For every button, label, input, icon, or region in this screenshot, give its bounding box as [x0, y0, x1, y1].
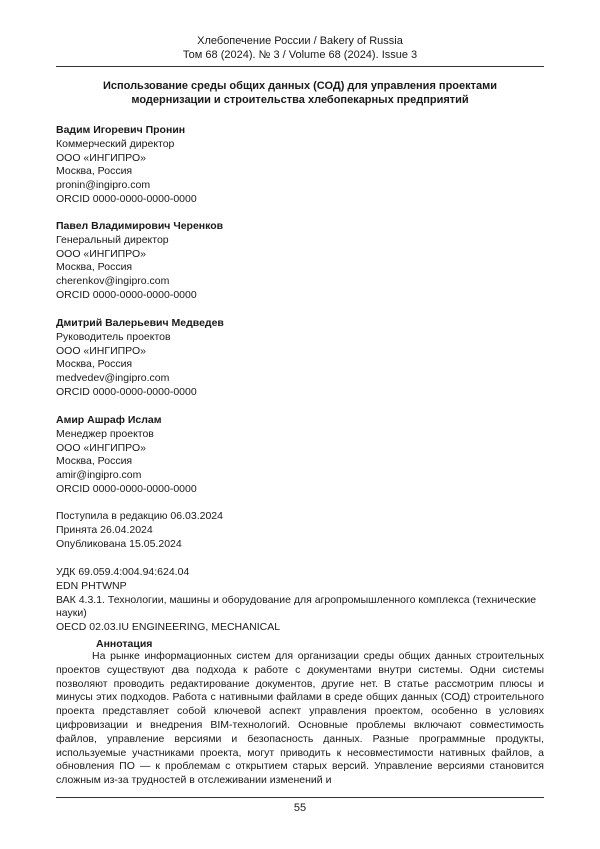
page-number: 55 [293, 802, 307, 814]
author-orcid: ORCID 0000-0000-0000-0000 [56, 385, 197, 398]
author-email[interactable]: cherenkov@ingipro.com [56, 275, 170, 288]
author-orcid: ORCID 0000-0000-0000-0000 [56, 288, 197, 301]
abstract-heading: Аннотация [96, 638, 153, 650]
author-position: Генеральный директор [56, 233, 169, 246]
author-org: ООО «ИНГИПРО» [56, 151, 146, 164]
date-accepted: Принята 26.04.2024 [56, 523, 153, 536]
running-header [0, 34, 600, 62]
article-dates [56, 510, 223, 551]
author-org: ООО «ИНГИПРО» [56, 441, 146, 454]
author-block [56, 414, 197, 497]
date-published: Опубликована 15.05.2024 [56, 537, 182, 550]
author-name: Дмитрий Валерьевич Медведев [56, 317, 224, 329]
author-org: ООО «ИНГИПРО» [56, 247, 146, 260]
author-block [56, 124, 197, 207]
date-received: Поступила в редакцию 06.03.2024 [56, 510, 223, 522]
author-orcid: ORCID 0000-0000-0000-0000 [56, 192, 197, 205]
author-position: Коммерческий директор [56, 137, 175, 150]
author-email[interactable]: medvedev@ingipro.com [56, 372, 170, 385]
issue-info: Том 68 (2024). № 3 / Volume 68 (2024). Issue 3 [182, 49, 418, 61]
author-position: Менеджер проектов [56, 427, 154, 440]
udc-code: УДК 69.059.4:004.94:624.04 [56, 566, 190, 578]
author-block [56, 220, 223, 303]
author-position: Руководитель проектов [56, 330, 171, 343]
header-divider [56, 66, 544, 67]
footer-divider [56, 797, 544, 798]
author-city: Москва, Россия [56, 358, 133, 371]
author-name: Амир Ашраф Ислам [56, 414, 162, 426]
author-orcid: ORCID 0000-0000-0000-0000 [56, 482, 197, 495]
author-org: ООО «ИНГИПРО» [56, 344, 146, 357]
abstract-text: На рынке информационных систем для организации среды общих данных строительных проектов существуют два подхода к работе с документами внутри системы. Одни системы позволяют проводить редактирование документов, другие нет. В статье рассмотрим плюсы и минусы этих подходов. Работа с нативными файлами в среде общих данных (СОД) строительного проекта представляет собой ключевой аспект управления проектом, особенно в условиях цифровизации и внедрения BIM-технологий. Основные проблемы включают совместимость файлов, управление версиями и безопасность данных. Разные программные продукты, используемые участниками проекта, могут приводить к несовместимости нативных файлов, а обновления ПО — к проблемам с открытием старых версий. Управление версиями становится сложным из-за трудностей в отслеживании изменений и [56, 650, 544, 787]
author-email[interactable]: amir@ingipro.com [56, 469, 142, 482]
author-block [56, 317, 224, 400]
author-city: Москва, Россия [56, 455, 133, 468]
journal-name: Хлебопечение России / Bakery of Russia [197, 35, 403, 47]
vak-code: ВАК 4.3.1. Технологии, машины и оборудование для агропромышленного комплекса (технические науки) [56, 593, 537, 620]
author-city: Москва, Россия [56, 165, 133, 178]
author-email[interactable]: pronin@ingipro.com [56, 179, 151, 192]
author-name: Вадим Игоревич Пронин [56, 124, 186, 136]
classification-codes [56, 566, 548, 635]
article-title: Использование среды общих данных (СОД) для управления проектами модернизации и строительства хлебопекарных предприятий [102, 80, 498, 106]
author-city: Москва, Россия [56, 261, 133, 274]
oecd-code: OECD 02.03.IU ENGINEERING, MECHANICAL [56, 621, 281, 634]
author-name: Павел Владимирович Черенков [56, 220, 224, 232]
edn-code: EDN PHTWNP [56, 579, 127, 592]
